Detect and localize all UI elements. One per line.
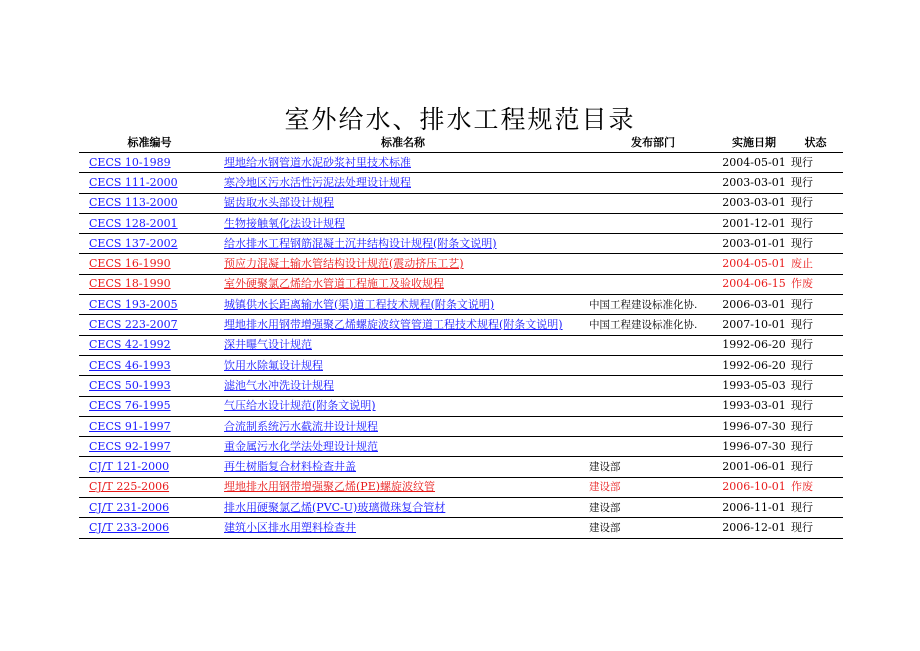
publisher-cell [586,416,720,436]
status-cell: 现行 [788,457,843,477]
publisher-cell [586,335,720,355]
standard-code-link[interactable]: CECS 92-1997 [79,437,220,457]
standard-name-link[interactable]: 气压给水设计规范(附条文说明) [220,396,586,416]
effective-date-cell: 1992-06-20 [720,335,788,355]
standard-name-link[interactable]: 埋地排水用钢带增强聚乙烯螺旋波纹管管道工程技术规程(附条文说明) [220,315,586,335]
effective-date-cell: 2003-03-01 [720,193,788,213]
table-row [79,274,843,294]
status-cell: 现行 [788,234,843,254]
effective-date-cell: 2006-12-01 [720,518,788,538]
standard-name-link[interactable]: 埋地排水用钢带增强聚乙烯(PE)螺旋波纹管 [220,477,586,497]
standard-name-link[interactable]: 再生树脂复合材料检查井盖 [220,457,586,477]
standard-code-link[interactable]: CECS 18-1990 [79,274,220,294]
table-row [79,498,843,518]
table-row [79,335,843,355]
standard-code-link[interactable]: CECS 193-2005 [79,295,220,315]
table-row [79,376,843,396]
header-name: 标准名称 [220,132,586,153]
standard-code-link[interactable]: CJ/T 225-2006 [79,477,220,497]
effective-date-cell: 1996-07-30 [720,416,788,436]
publisher-cell [586,376,720,396]
effective-date-cell: 2007-10-01 [720,315,788,335]
standard-code-link[interactable]: CECS 91-1997 [79,416,220,436]
standard-name-link[interactable]: 寒冷地区污水活性污泥法处理设计规程 [220,173,586,193]
effective-date-cell: 2001-12-01 [720,213,788,233]
table-header-row [79,132,843,153]
status-cell: 现行 [788,437,843,457]
status-cell: 现行 [788,153,843,173]
standard-code-link[interactable]: CECS 128-2001 [79,213,220,233]
standard-name-link[interactable]: 埋地给水钢管道水泥砂浆衬里技术标准 [220,153,586,173]
standard-code-link[interactable]: CECS 113-2000 [79,193,220,213]
standard-code-link[interactable]: CECS 223-2007 [79,315,220,335]
standard-code-link[interactable]: CECS 16-1990 [79,254,220,274]
standard-name-link[interactable]: 饮用水除氟设计规程 [220,355,586,375]
publisher-cell: 建设部 [586,498,720,518]
standards-table [79,132,843,539]
effective-date-cell: 1993-05-03 [720,376,788,396]
table-row [79,295,843,315]
page-title: 室外给水、排水工程规范目录 [284,105,636,134]
effective-date-cell: 2004-05-01 [720,254,788,274]
status-cell: 现行 [788,295,843,315]
publisher-cell [586,355,720,375]
table-row [79,213,843,233]
effective-date-cell: 2003-03-01 [720,173,788,193]
status-cell: 现行 [788,498,843,518]
header-dept: 发布部门 [586,132,720,153]
status-cell: 现行 [788,416,843,436]
publisher-cell [586,254,720,274]
status-cell: 现行 [788,355,843,375]
effective-date-cell: 1993-03-01 [720,396,788,416]
table-row [79,173,843,193]
publisher-cell [586,153,720,173]
standard-code-link[interactable]: CECS 46-1993 [79,355,220,375]
standard-name-link[interactable]: 合流制系统污水截流井设计规程 [220,416,586,436]
status-cell: 现行 [788,376,843,396]
standard-code-link[interactable]: CJ/T 121-2000 [79,457,220,477]
status-cell: 作废 [788,477,843,497]
table-row [79,396,843,416]
status-cell: 现行 [788,518,843,538]
standard-code-link[interactable]: CECS 10-1989 [79,153,220,173]
table-row [79,477,843,497]
publisher-cell: 中国工程建设标准化协. [586,315,720,335]
effective-date-cell: 1992-06-20 [720,355,788,375]
publisher-cell [586,193,720,213]
standard-name-link[interactable]: 重金属污水化学法处理设计规范 [220,437,586,457]
standard-name-link[interactable]: 建筑小区排水用塑料检查井 [220,518,586,538]
status-cell: 现行 [788,213,843,233]
table-row [79,437,843,457]
table-row [79,457,843,477]
table-row [79,355,843,375]
publisher-cell: 中国工程建设标准化协. [586,295,720,315]
standard-code-link[interactable]: CECS 111-2000 [79,173,220,193]
standard-code-link[interactable]: CJ/T 233-2006 [79,518,220,538]
standard-name-link[interactable]: 排水用硬聚氯乙烯(PVC-U)玻璃微珠复合管材 [220,498,586,518]
status-cell: 现行 [788,315,843,335]
standard-code-link[interactable]: CECS 50-1993 [79,376,220,396]
status-cell: 作废 [788,274,843,294]
effective-date-cell: 2004-06-15 [720,274,788,294]
table-row [79,416,843,436]
standard-code-link[interactable]: CJ/T 231-2006 [79,498,220,518]
standard-name-link[interactable]: 生物接触氧化法设计规程 [220,213,586,233]
standard-name-link[interactable]: 深井曝气设计规范 [220,335,586,355]
header-date: 实施日期 [720,132,788,153]
table-row [79,254,843,274]
publisher-cell [586,213,720,233]
status-cell: 废止 [788,254,843,274]
effective-date-cell: 2001-06-01 [720,457,788,477]
publisher-cell: 建设部 [586,457,720,477]
standard-name-link[interactable]: 室外硬聚氯乙烯给水管道工程施工及验收规程 [220,274,586,294]
table-row [79,153,843,173]
standard-name-link[interactable]: 预应力混凝土输水管结构设计规范(震动挤压工艺) [220,254,586,274]
effective-date-cell: 2006-10-01 [720,477,788,497]
table-row [79,193,843,213]
header-status: 状态 [788,132,843,153]
effective-date-cell: 2003-01-01 [720,234,788,254]
header-code: 标准编号 [79,132,220,153]
publisher-cell [586,234,720,254]
effective-date-cell: 2006-03-01 [720,295,788,315]
status-cell: 现行 [788,396,843,416]
effective-date-cell: 1996-07-30 [720,437,788,457]
publisher-cell [586,437,720,457]
publisher-cell: 建设部 [586,477,720,497]
status-cell: 现行 [788,173,843,193]
publisher-cell [586,173,720,193]
publisher-cell [586,274,720,294]
standard-name-link[interactable]: 城镇供水长距离输水管(渠)道工程技术规程(附条文说明) [220,295,586,315]
effective-date-cell: 2004-05-01 [720,153,788,173]
publisher-cell [586,396,720,416]
status-cell: 现行 [788,335,843,355]
publisher-cell: 建设部 [586,518,720,538]
status-cell: 现行 [788,193,843,213]
standard-code-link[interactable]: CECS 137-2002 [79,234,220,254]
standard-code-link[interactable]: CECS 42-1992 [79,335,220,355]
standard-name-link[interactable]: 滤池气水冲洗设计规程 [220,376,586,396]
standard-name-link[interactable]: 给水排水工程钢筋混凝土沉井结构设计规程(附条文说明) [220,234,586,254]
table-row [79,315,843,335]
standard-name-link[interactable]: 锯齿取水头部设计规程 [220,193,586,213]
effective-date-cell: 2006-11-01 [720,498,788,518]
table-row [79,234,843,254]
table-row [79,518,843,538]
standard-code-link[interactable]: CECS 76-1995 [79,396,220,416]
